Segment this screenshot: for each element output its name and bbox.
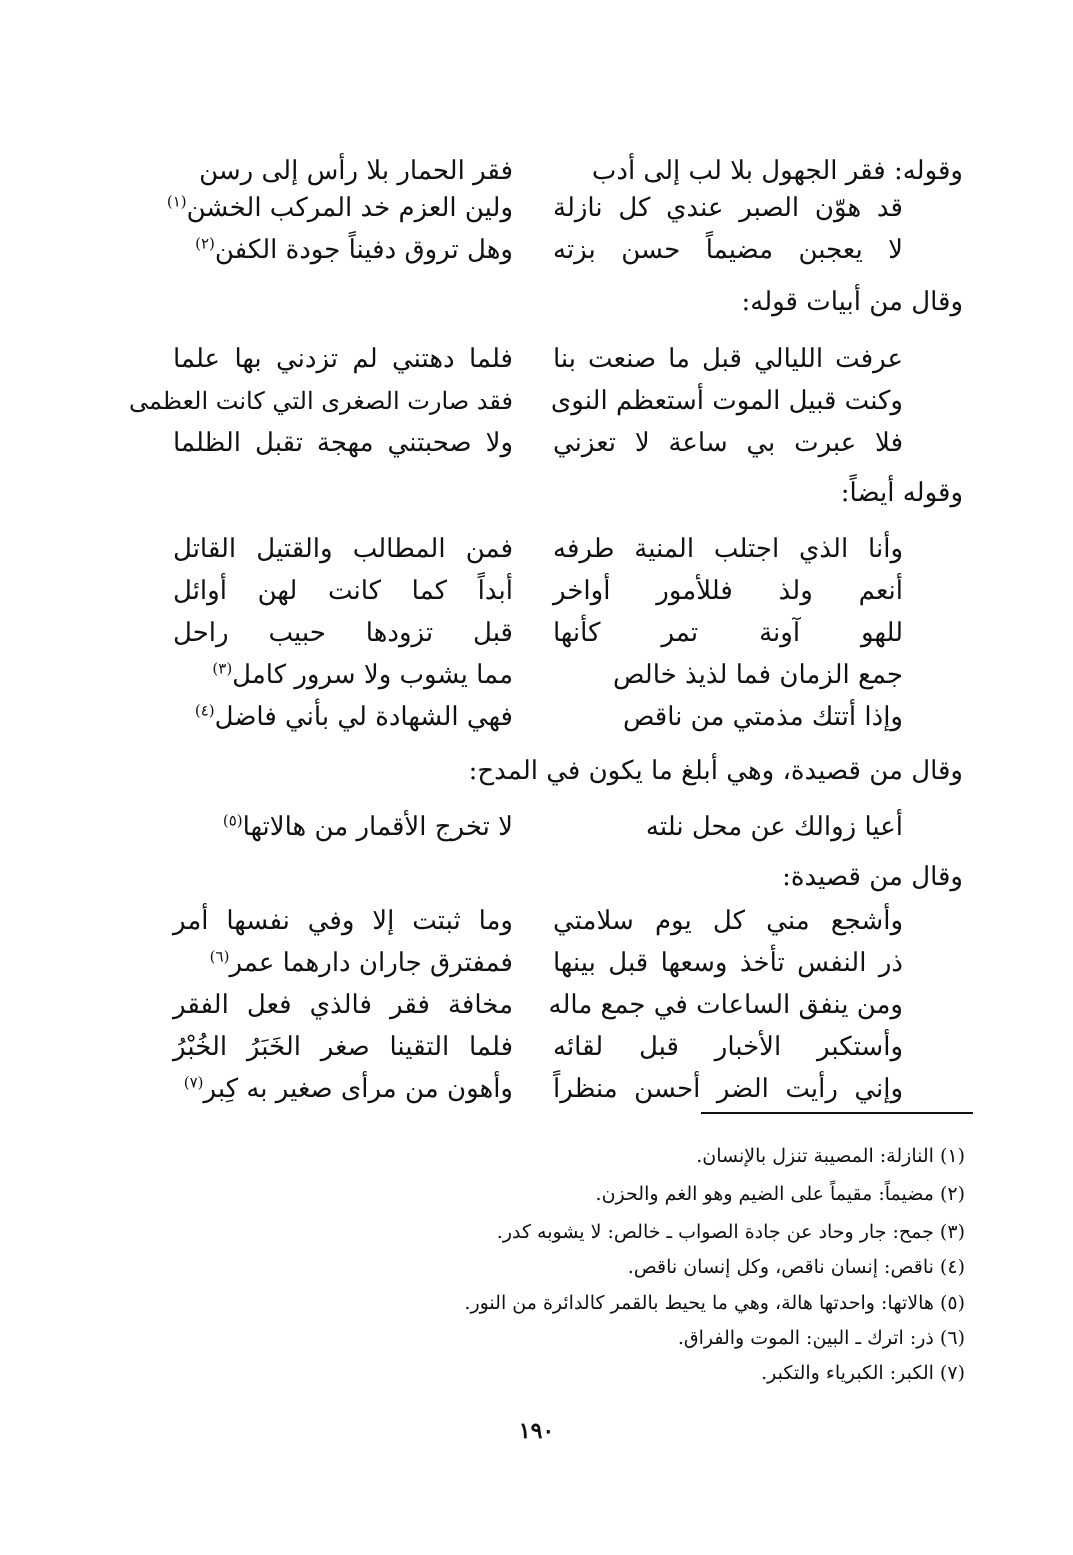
verse-second-half: فلما دهتني لم تزدني بها علما: [173, 344, 513, 374]
verse-first-half: قد هوّن الصبر عندي كل نازلة: [553, 193, 903, 223]
footnote: (٦) ذر: اترك ـ البين: الموت والفراق.: [677, 1327, 965, 1349]
verse-second-half: فهي الشهادة لي بأني فاضل$^{(٤)}$: [194, 701, 513, 732]
footnote-ref: (٦): [209, 947, 230, 966]
footnote: (٤) ناقص: إنسان ناقص، وكل إنسان ناقص.: [627, 1256, 965, 1278]
verse-second-half: مخافة فقر فالذي فعل الفقر: [173, 990, 513, 1020]
verse-second-half: مما يشوب ولا سرور كامل$^{(٣)}$: [212, 659, 513, 690]
verse-first-half: وأشجع مني كل يوم سلامتي: [553, 906, 903, 936]
verse-second-half: أبداً كما كانت لهن أوائل: [173, 576, 513, 606]
verse-first-half: وإني رأيت الضر أحسن منظراً: [553, 1074, 903, 1104]
verse-first-half: أنعم ولذ فللأمور أواخر: [553, 576, 903, 606]
verse-second-half: وهل تروق دفيناً جودة الكفن$^{(٢)}$: [195, 234, 513, 265]
footnote: (١) النازلة: المصيبة تنزل بالإنسان.: [696, 1145, 965, 1167]
footnote: (٧) الكبر: الكبرياء والتكبر.: [761, 1362, 965, 1384]
section-label: وقال من قصيدة، وهي أبلغ ما يكون في المدح:: [468, 756, 963, 786]
page-number: ١٩٠: [518, 1418, 555, 1444]
verse-first-half: ذر النفس تأخذ وسعها قبل بينها: [553, 948, 903, 978]
section-label: وقال من قصيدة:: [782, 862, 963, 892]
verse-first-half: لا يعجبن مضيماً حسن بزته: [553, 235, 903, 265]
verse-second-half: وأهون من مرأى صغير به كِبر$^{(٧)}$: [183, 1073, 513, 1104]
footnote-ref: (٧): [183, 1073, 204, 1092]
verse-second-half: ولين العزم خد المركب الخشن$^{(١)}$: [166, 192, 513, 223]
verse-second-half: ولا صحبتني مهجة تقبل الظلما: [173, 428, 513, 458]
verse-second-half: فقر الحمار بلا رأس إلى رسن: [199, 156, 513, 186]
verse-second-half: وما ثبتت إلا وفي نفسها أمر: [173, 906, 513, 936]
verse-first-half: للهو آونة تمر كأنها: [553, 618, 903, 648]
footnote: (٢) مضيماً: مقيماً على الضيم وهو الغم والحزن.: [595, 1183, 965, 1205]
verse-first-half: وأنا الذي اجتلب المنية طرفه: [553, 534, 903, 564]
footnote: (٥) هالاتها: واحدتها هالة، وهي ما يحيط بالقمر كالدائرة من النور.: [464, 1292, 965, 1314]
verse-second-half: فمن المطالب والقتيل القاتل: [173, 534, 513, 564]
footnote-divider: [701, 1112, 973, 1114]
verse-first-half: عرفت الليالي قبل ما صنعت بنا: [553, 344, 903, 374]
verse-second-half: قبل تزودها حبيب راحل: [173, 618, 513, 648]
section-label: وقال من أبيات قوله:: [741, 287, 963, 317]
verse-second-half: فلما التقينا صغر الخَبَرُ الخُبْرُ: [173, 1032, 513, 1062]
footnote-ref: (١): [166, 192, 187, 211]
verse-first-half: فلا عبرت بي ساعة لا تعزني: [553, 428, 903, 458]
verse-first-half: وكنت قبيل الموت أستعظم النوى: [550, 386, 903, 416]
footnote-ref: (٢): [195, 234, 215, 253]
verse-first-half: وأستكبر الأخبار قبل لقائه: [553, 1032, 903, 1062]
verse-second-half: فمفترق جاران دارهما عمر$^{(٦)}$: [209, 947, 513, 978]
verse-first-half: جمع الزمان فما لذيذ خالص: [612, 660, 903, 690]
section-label: وقوله أيضاً:: [840, 478, 963, 508]
verse-first-half: وإذا أتتك مذمتي من ناقص: [622, 702, 903, 732]
verse-second-half: لا تخرج الأقمار من هالاتها$^{(٥)}$: [222, 811, 513, 842]
verse-second-half: فقد صارت الصغرى التي كانت العظمى: [129, 387, 513, 415]
footnote-ref: (٥): [222, 811, 243, 830]
footnote-ref: (٤): [194, 701, 215, 720]
verse-first-half: ومن ينفق الساعات في جمع ماله: [548, 990, 903, 1020]
verse-first-half: أعيا زوالك عن محل نلته: [645, 812, 903, 842]
section-label: وقوله: فقر الجهول بلا لب إلى أدب: [591, 156, 963, 186]
footnote-ref: (٣): [212, 659, 233, 678]
footnote: (٣) جمح: جار وحاد عن جادة الصواب ـ خالص: لا يشوبه كدر.: [496, 1221, 965, 1243]
